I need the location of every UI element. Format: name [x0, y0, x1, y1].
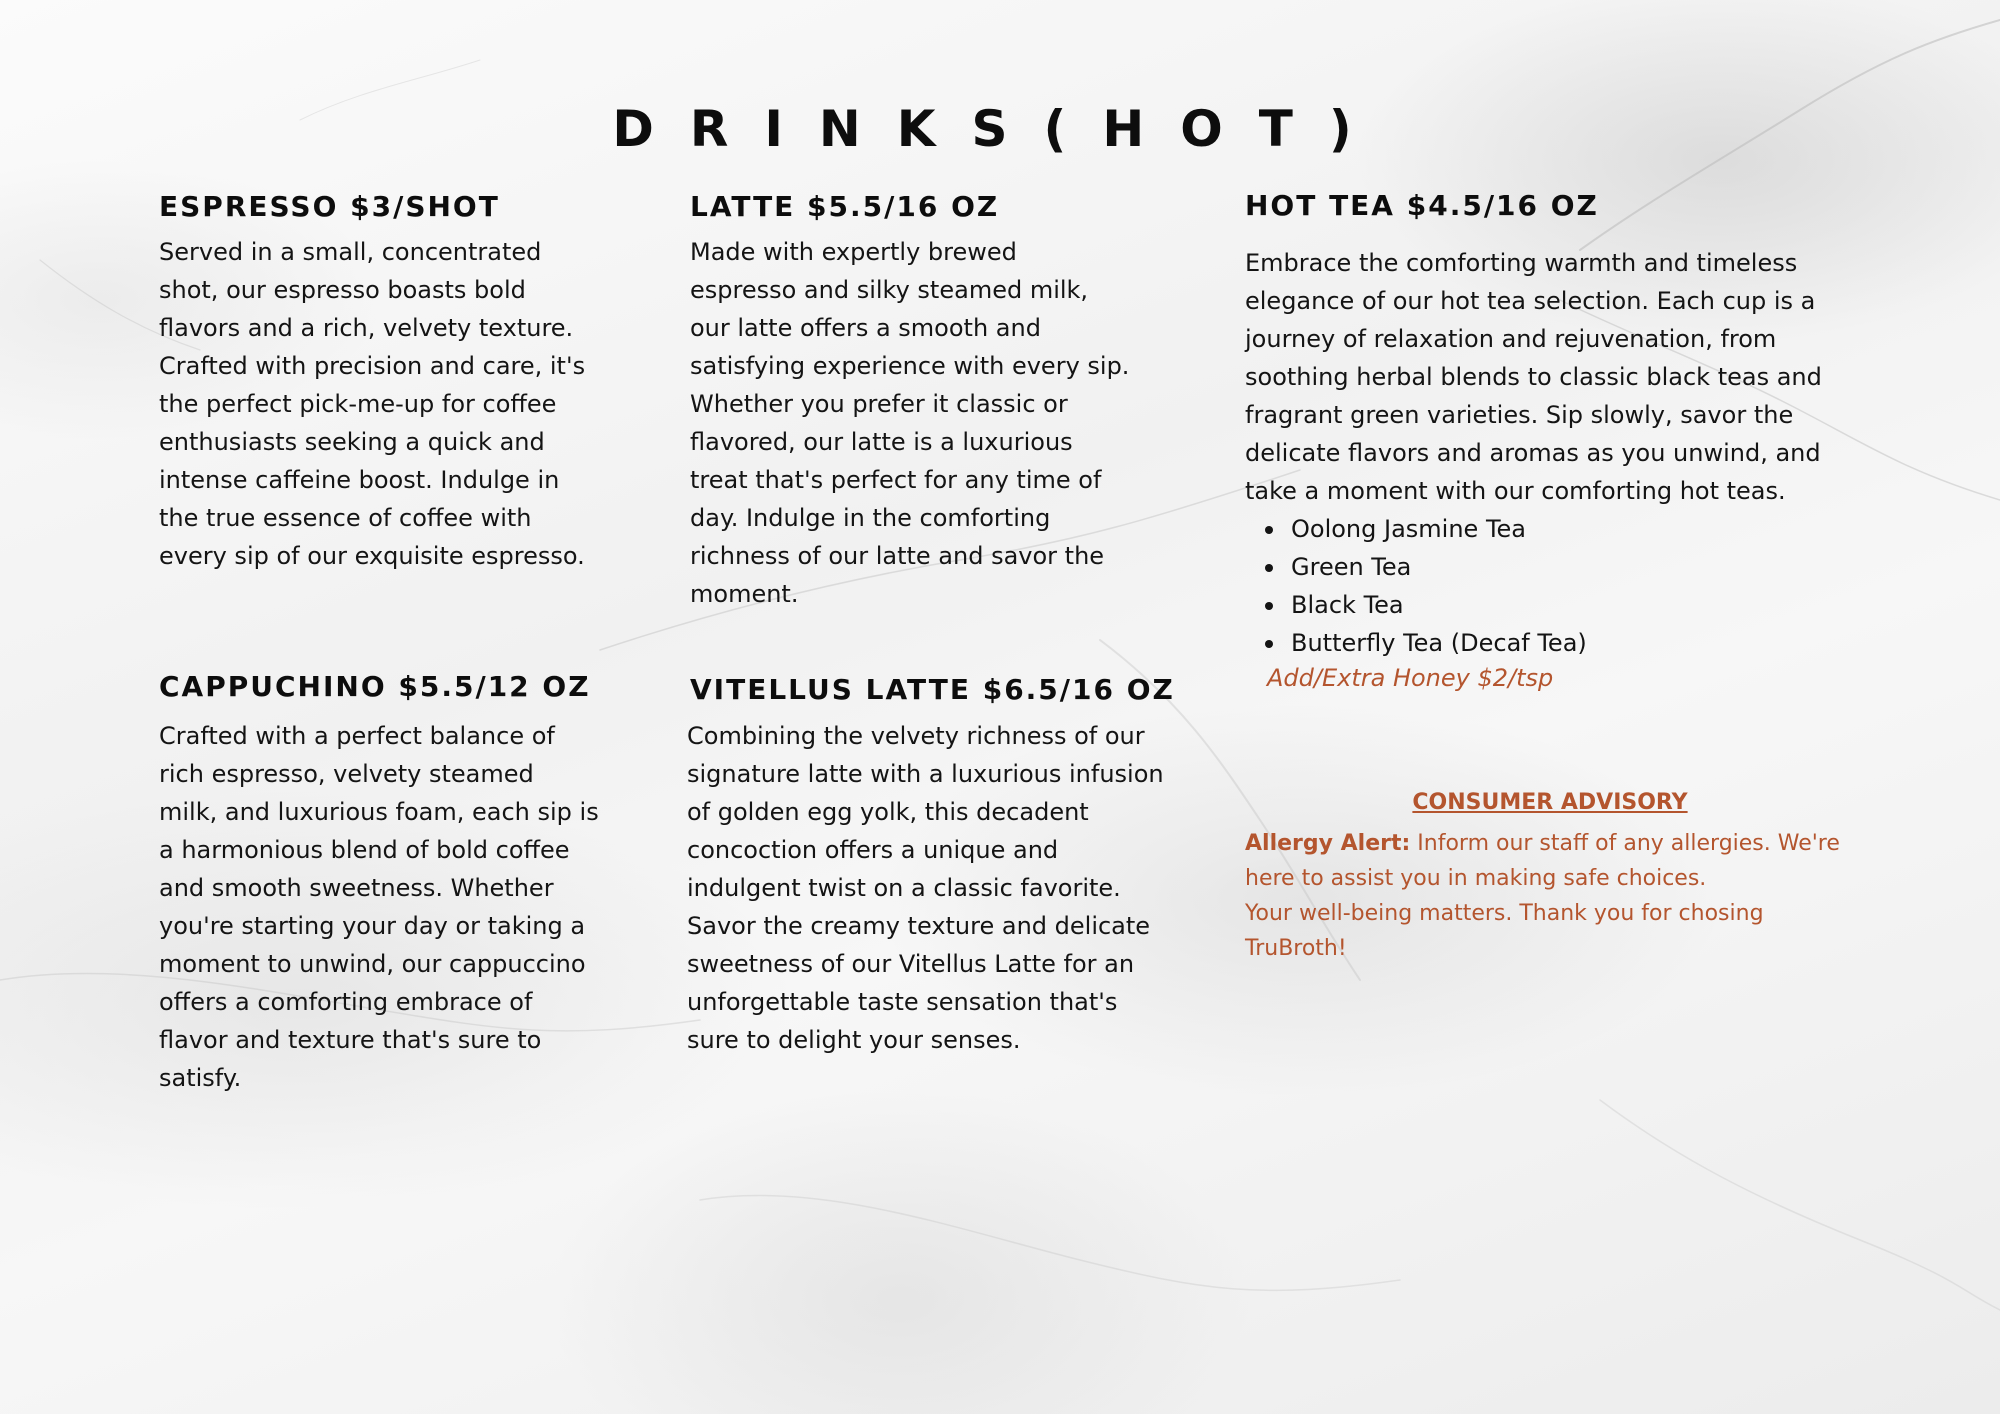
item-description: Made with expertly brewed espresso and silky steamed milk, our latte offers a smooth and satisfying experience with every sip. Whether you prefer it classic or flavored, our latte is a luxurious treat that's perfect for any time of day. Indulge in the comforting richness of our latte and savor the moment.	[690, 238, 1130, 608]
item-title: VITELLUS LATTE $6.5/16 OZ	[690, 673, 1175, 706]
allergy-alert-text: Inform our staff of any allergies. We're here to assist you in making safe choices.	[1245, 831, 1840, 891]
list-item: Butterfly Tea (Decaf Tea)	[1291, 624, 1865, 662]
allergy-alert-label: Allergy Alert:	[1245, 831, 1411, 856]
item-title: LATTE $5.5/16 OZ	[690, 190, 1000, 223]
list-item: Oolong Jasmine Tea	[1291, 510, 1865, 548]
menu-item-espresso	[159, 190, 599, 575]
list-item: Black Tea	[1291, 586, 1865, 624]
tea-options-list	[1245, 510, 1865, 662]
advisory-heading: CONSUMER ADVISORY	[1412, 790, 1688, 815]
menu-item-cappuccino	[159, 670, 599, 1097]
page-title: DRINKS(HOT)	[612, 99, 1388, 158]
item-description: Served in a small, concentrated shot, our espresso boasts bold flavors and a rich, velvety texture. Crafted with precision and care, it's the perfect pick-me-up for coffee enthusiasts seeking a quick and intense caffeine boost. Indulge in the true essence of coffee with every sip of our exquisite espresso.	[159, 238, 586, 570]
honey-addon: Add/Extra Honey $2/tsp	[1267, 664, 1554, 692]
item-description: Combining the velvety richness of our signature latte with a luxurious infusion of golden egg yolk, this decadent concoction offers a unique and indulgent twist on a classic favorite. Savor the creamy texture and delicate sweetness of our Vitellus Latte for an unforgettable taste sensation that's sure to delight your senses.	[687, 722, 1164, 1054]
item-description: Embrace the comforting warmth and timeless elegance of our hot tea selection. Each cup is a journey of relaxation and rejuvenation, from soothing herbal blends to classic black teas and fragrant green varieties. Sip slowly, savor the delicate flavors and aromas as you unwind, and take a moment with our comforting hot teas.	[1245, 249, 1822, 505]
menu-item-latte	[690, 190, 1130, 613]
item-description: Crafted with a perfect balance of rich espresso, velvety steamed milk, and luxurious foam, each sip is a harmonious blend of bold coffee and smooth sweetness. Whether you're starting your day or taking a moment to unwind, our cappuccino offers a comforting embrace of flavor and texture that's sure to satisfy.	[159, 722, 599, 1092]
item-title: CAPPUCHINO $5.5/12 OZ	[159, 670, 591, 703]
list-item: Green Tea	[1291, 548, 1865, 586]
item-title: ESPRESSO $3/SHOT	[159, 190, 500, 223]
advisory-closing: Your well-being matters. Thank you for chosing TruBroth!	[1245, 901, 1764, 961]
item-title: HOT TEA $4.5/16 OZ	[1245, 189, 1599, 222]
menu-item-vitellus-latte	[687, 673, 1175, 1059]
advisory-text	[1245, 826, 1865, 966]
menu-item-hot-tea	[1245, 189, 1865, 692]
